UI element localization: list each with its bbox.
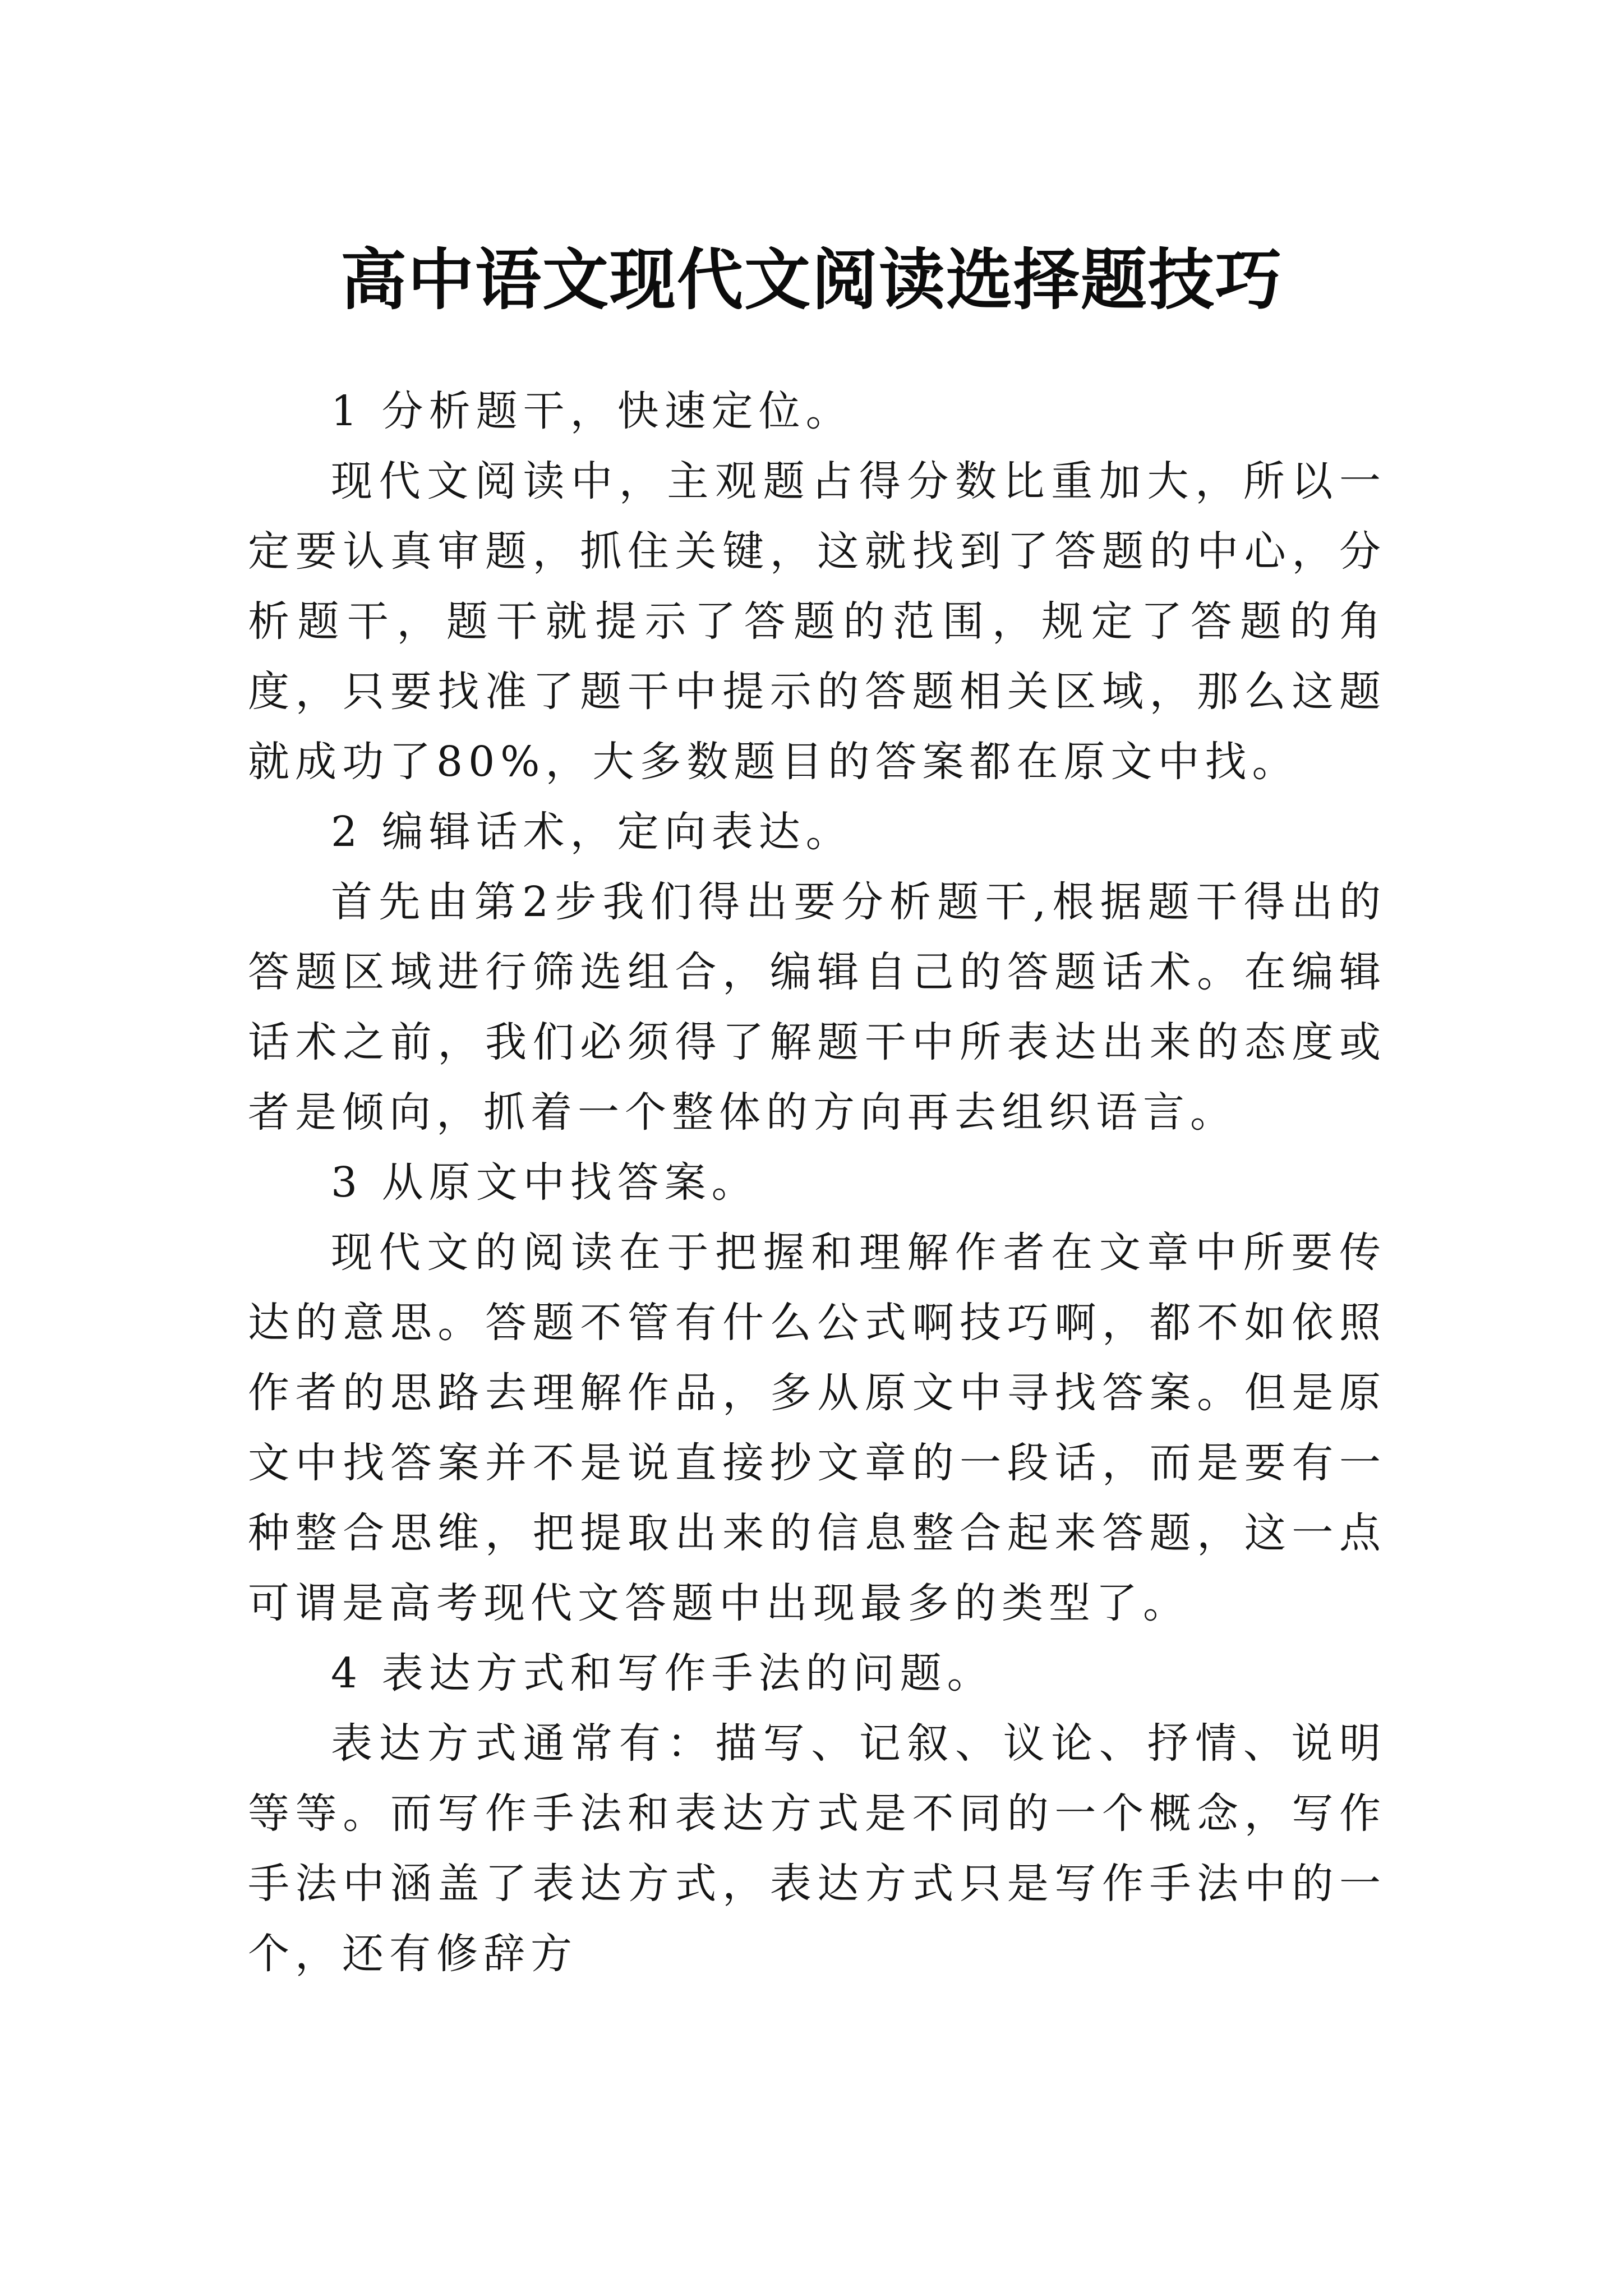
section-heading-3: 3 从原文中找答案。 (331, 1158, 759, 1207)
section-heading-1: 1 分析题干，快速定位。 (331, 387, 853, 435)
paragraph: 表达方式通常有：描写、记叙、议论、抒情、说明等等。而写作手法和表达方式是不同的一个概念，写作手法中涵盖了表达方式，表达方式只是写作手法中的一个，还有修辞方 (248, 1719, 1386, 1978)
paragraph: 首先由第2步我们得出要分析题干,根据题干得出的答题区域进行筛选组合，编辑自己的答题话术。在编辑话术之前，我们必须得了解题干中所表达出来的态度或者是倾向，抓着一个整体的方向再去组织语言。 (248, 878, 1386, 1137)
section-heading-4: 4 表达方式和写作手法的问题。 (331, 1649, 994, 1697)
document-body (248, 376, 1386, 1989)
paragraph: 现代文的阅读在于把握和理解作者在文章中所要传达的意思。答题不管有什么公式啊技巧啊，都不如依照作者的思路去理解作品，多从原文中寻找答案。但是原文中找答案并不是说直接抄文章的一段话，而是要有一种整合思维，把提取出来的信息整合起来答题，这一点可谓是高考现代文答题中出现最多的类型了。 (248, 1228, 1386, 1627)
paragraph: 现代文阅读中，主观题占得分数比重加大，所以一定要认真审题，抓住关键，这就找到了答题的中心，分析题干，题干就提示了答题的范围，规定了答题的角度，只要找准了题干中提示的答题相关区域，那么这题就成功了80%，大多数题目的答案都在原文中找。 (248, 457, 1386, 786)
section-heading-2: 2 编辑话术，定向表达。 (331, 808, 853, 856)
document-title: 高中语文现代文阅读选择题技巧 (340, 241, 1283, 319)
